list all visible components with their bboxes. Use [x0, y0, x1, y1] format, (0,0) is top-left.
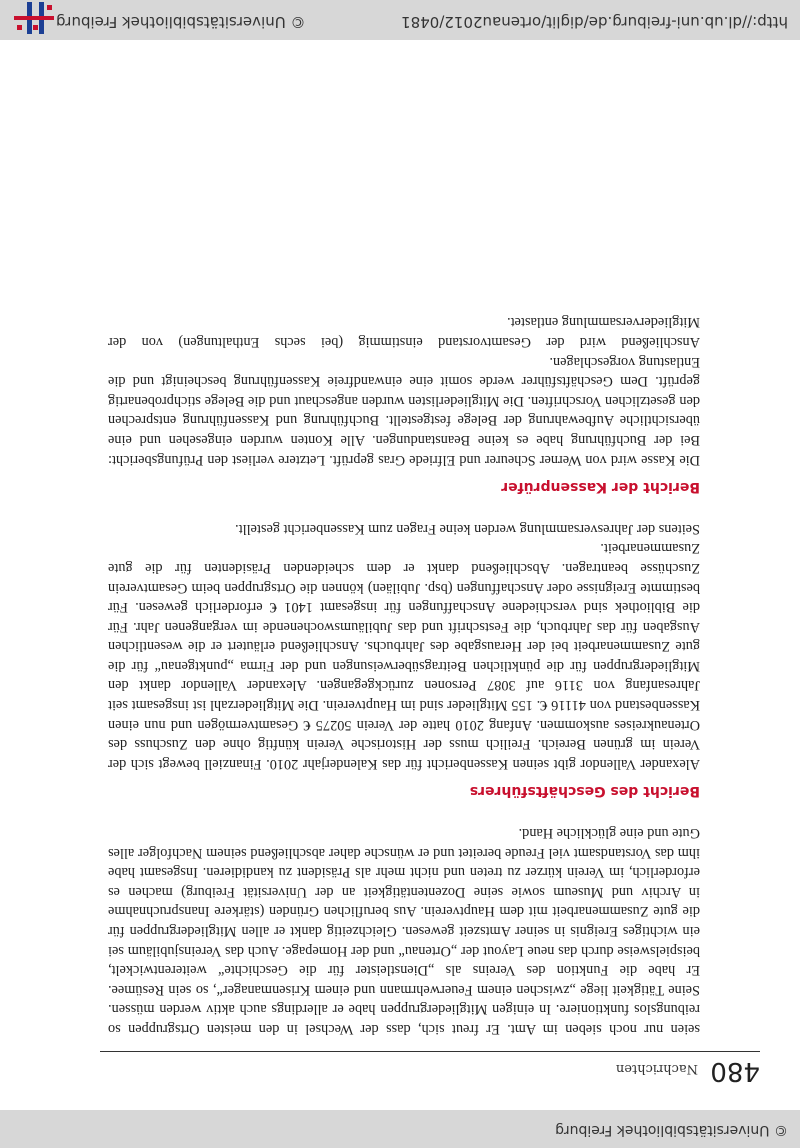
library-bottom-bar — [0, 0, 800, 40]
paragraph-discharge: Anschließend wird der Gesamtvorstand einstimmig (bei sechs Enthaltungen) von der Mitgliederversammlung entlastet. — [108, 314, 700, 350]
page-header — [100, 1051, 760, 1086]
page-body — [108, 292, 700, 1038]
page-number: 480 — [710, 1056, 760, 1086]
page-url-link[interactable]: http://dl.ub.uni-freiburg.de/diglit/ortenau2012/0481 — [401, 13, 788, 31]
library-credit-top: © Universitätsbibliothek Freiburg — [555, 1122, 788, 1138]
paragraph-audit-report: Die Kasse wird von Werner Scheurer und Elfriede Gras geprüft. Letztere verliest den Prüfungsbericht: Bei der Buchführung habe es keine Beanstandungen. Alle Konten wurden eingesehen und eine übersichtliche Aufbewahrung der Belege festgestellt. Buchführung und Kassenführung entsprechen den gesetzlichen Vorschriften. Die Mitgliederlisten wurden angeschaut und die Belege stichprobenartig geprüft. Dem Geschäftsführer werde somit eine einwandfreie Kassenführung bescheinigt und die Entlastung vorgeschlagen. — [108, 353, 700, 468]
library-top-bar — [0, 1110, 800, 1148]
paragraph-president-report: seien nur noch sieben im Amt. Er freut sich, dass der Wechsel in den meisten Ortsgruppen so reibungslos funktioniere. In einigen Mitgliedergruppen habe er allerdings auch aktiv werden müssen. Seine Tätigkeit liege „zwischen einem Feuerwehrmann und einem Krisenmanager“, so sein Resümee. Er habe die Funktion des Vereins als „Dienstleister für die Geschichte“ weiterentwickelt, beispielsweise durch das neue Layout der „Ortenau“ und der Homepage. Auch das Vereinsjubiläum sei ein wichtiges Ereignis in seiner Amtszeit gewesen. Gleichzeitig dankt er allen Mitgliedergruppen für die gute Zusammenarbeit mit dem Hauptverein. Aus beruflichen Gründen (stärkere Inanspruchnahme in Archiv und Museum sowie seine Dozententätigkeit an der Universität Freiburg) machen es erforderlich, im Verein kürzer zu treten und nicht mehr als Präsident zu kandidieren. Insgesamt habe ihm das Vorstandsamt viel Freude bereitet und er wünsche daher abschließend seinem Nachfolger alles Gute und eine glückliche Hand. — [108, 825, 700, 1037]
paragraph-no-questions: Seitens der Jahresversammlung werden keine Fragen zum Kassenbericht gestellt. — [235, 520, 700, 537]
heading-auditors: Bericht der Kassenprüfer — [501, 479, 700, 496]
heading-managing-director: Bericht des Geschäftsführers — [469, 783, 700, 800]
paragraph-treasury-report: Alexander Vallendor gibt seinen Kassenbericht für das Kalenderjahr 2010. Finanziell bewegt sich der Verein im grünen Bereich. Freilich muss der Historische Verein künftig ohne den Zuschuss des Ortenaukreises auskommen. Anfang 2010 hatte der Verein 50275 € Gesamtvermögen und nun einen Kassenbestand von 41116 €. 155 Mitglieder sind im Hauptverein. Die Mitgliederzahl ist insgesamt seit Jahresanfang von 3116 auf 3087 Personen zurückgegangen. Alexander Vallendor dankt den Mitgliedergruppen für die pünktlichen Beitragsüberweisungen und der Firma „punktgenau“ für die gute Zusammenarbeit bei der Herausgabe des Jahrbuchs. Anschließend erläutert er die wesentlichen Ausgaben für das Jahrbuch, die Festschrift und das Jubiläumswochenende im vergangenen Jahr. Für die Bibliothek sind verschiedene Anschaffungen für insgesamt 1401 € erforderlich gewesen. Für bestimmte Ereignisse oder Anschaffungen (bsp. Jubiläen) können die Ortsgruppen beim Gesamtverein Zuschüsse beantragen. Abschließend dankt er dem scheidenden Präsidenten für die gute Zusammenarbeit. — [108, 540, 700, 772]
library-credit-bottom: © Universitätsbibliothek Freiburg — [56, 13, 306, 31]
section-label: Nachrichten — [615, 1061, 698, 1076]
university-logo-icon — [14, 2, 54, 34]
